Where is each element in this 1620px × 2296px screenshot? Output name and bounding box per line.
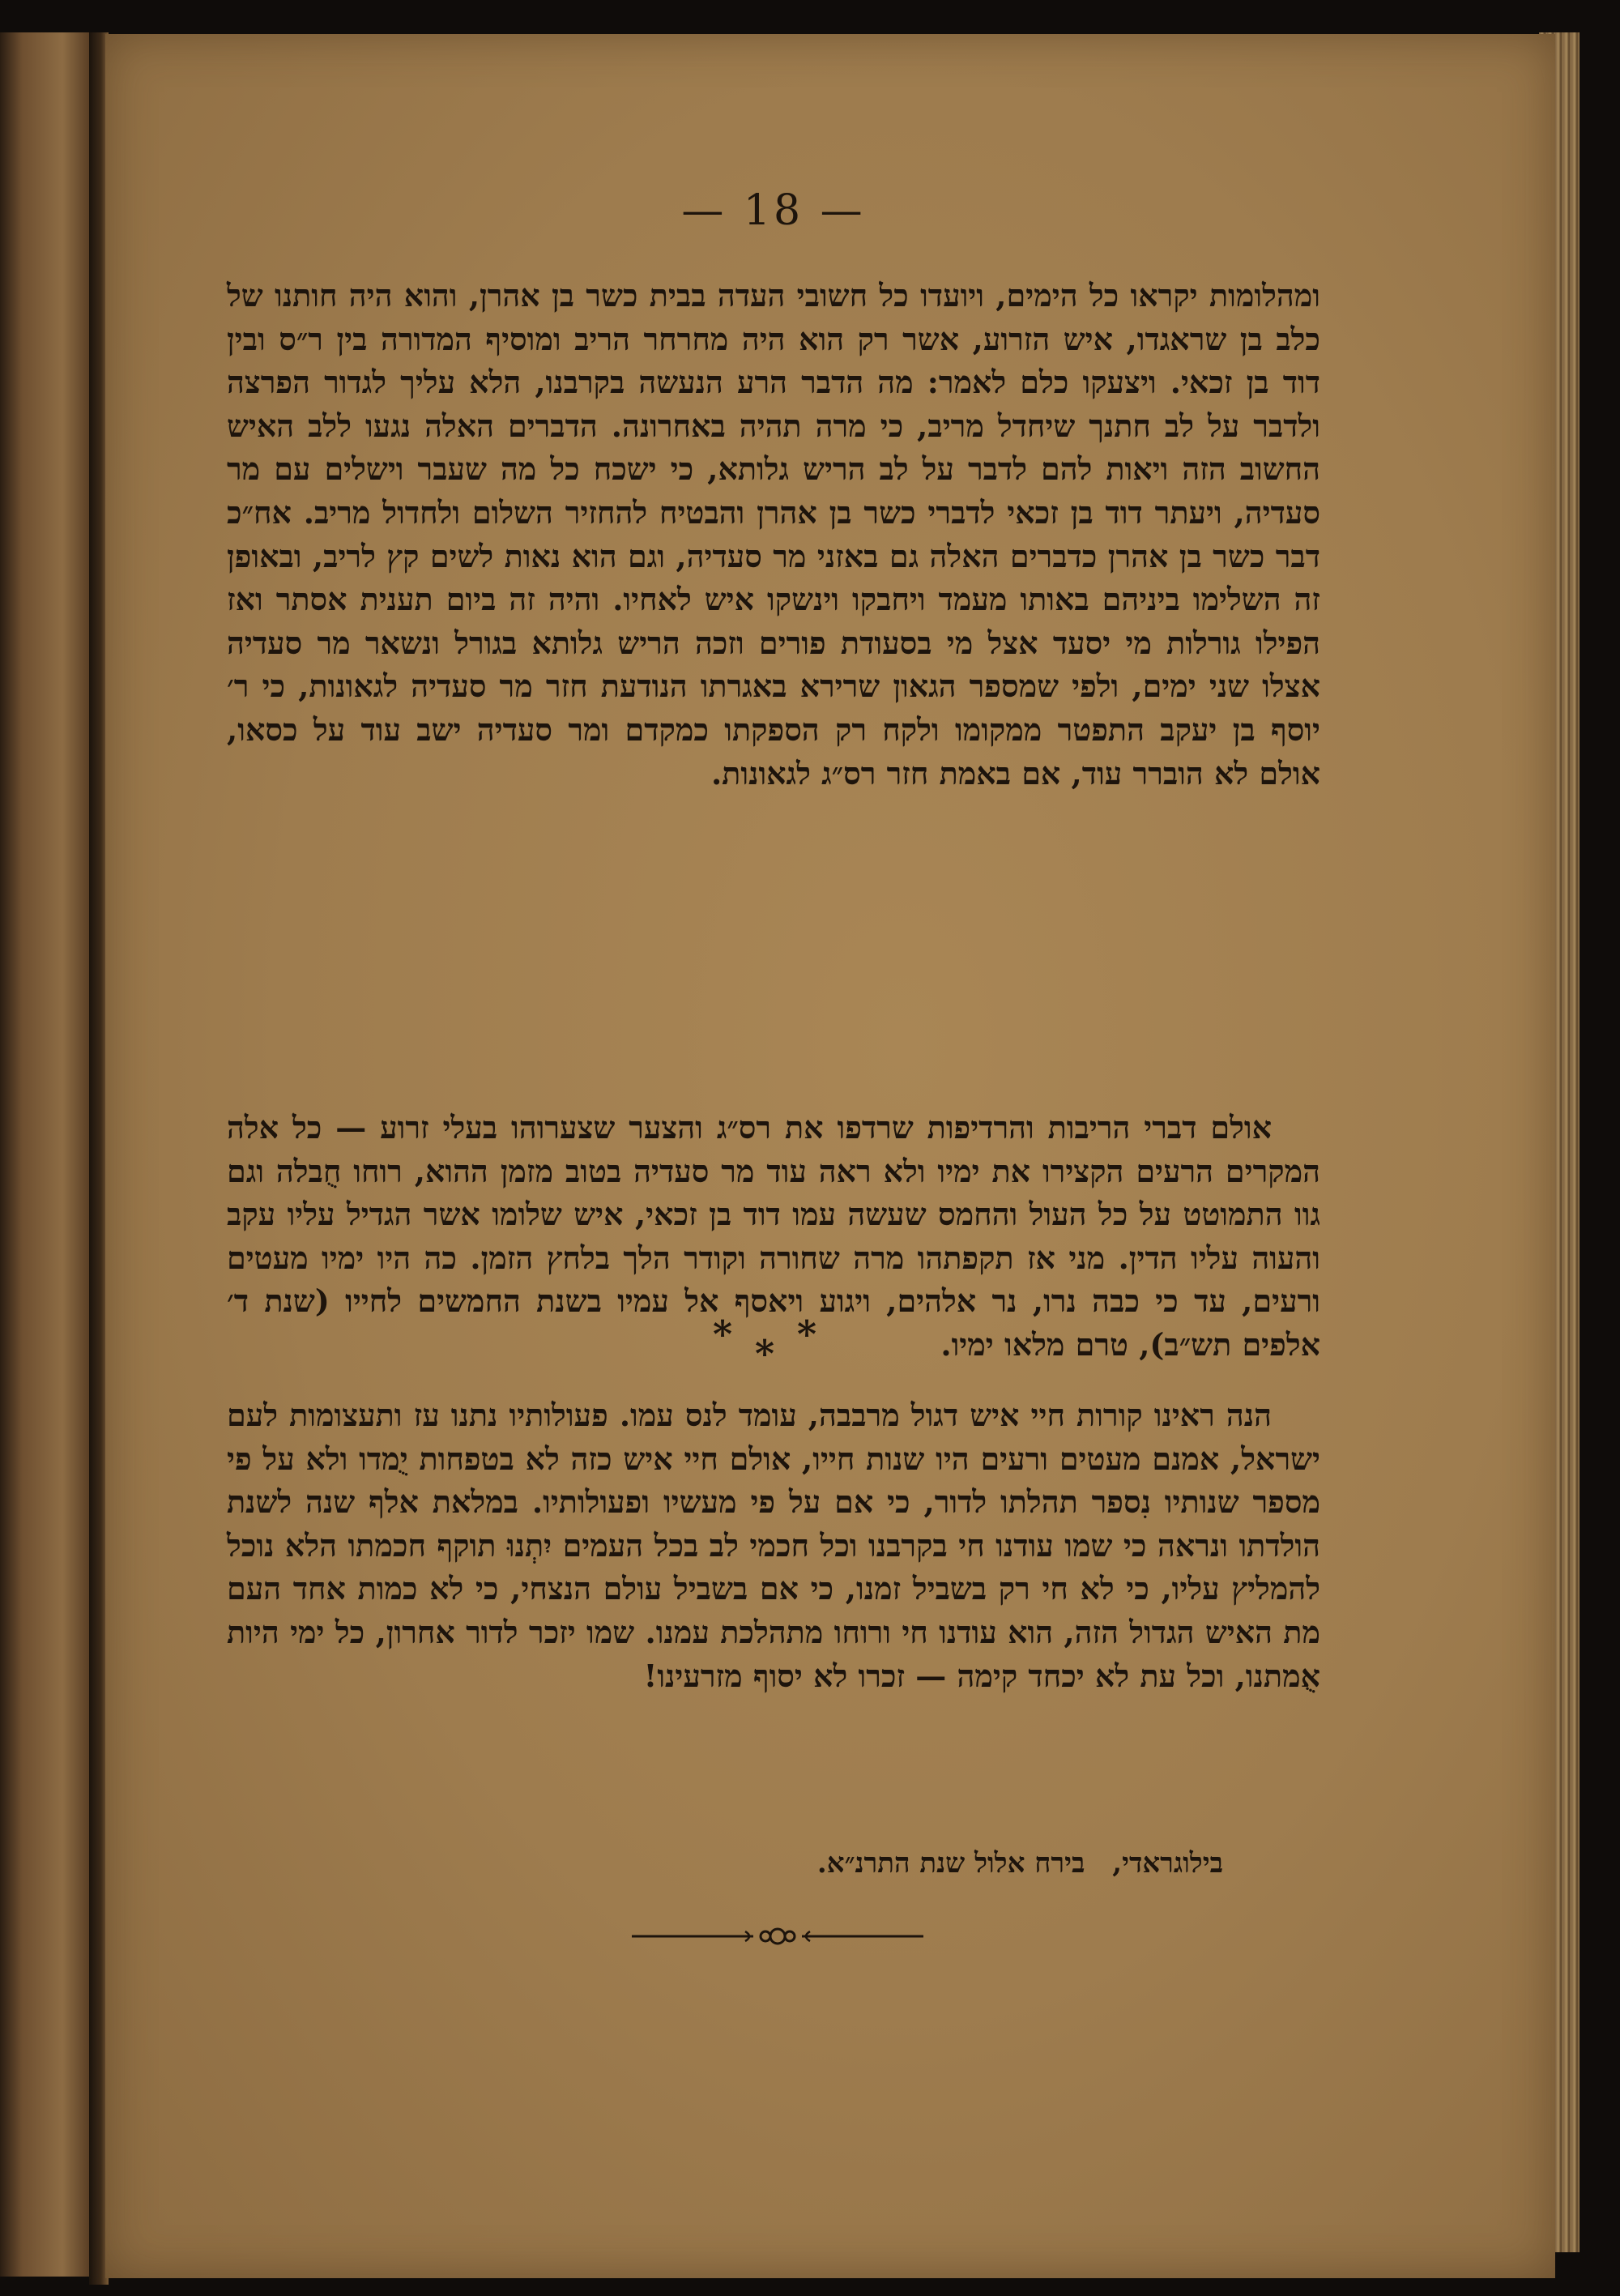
signature-line (817, 1847, 1223, 1880)
previous-page-edge (0, 32, 89, 2277)
signature-place: בילוגראדי, (1112, 1847, 1223, 1880)
section-separator (713, 1312, 842, 1377)
asterisk-3: * (797, 1312, 817, 1356)
paragraph-2: אולם דברי הריבות והרדיפות שרדפו את רס״ג והצער שצערוהו בעלי זרוע — כל אלה המקרים הרעים הקצירו את ימיו ולא ראה עוד מר סעדיה בטוב מזמן ההוא, רוחו חֻבלה וגם גוו התמוטט על כל העול והחמס שעשה עמו דוד בן זכאי, איש שלומו אשר הגדיל עליו עקב והעוה עליו הדין. מני אז תקפתהו מרה שחורה וקודר הלך בלחץ הזמן. כה היו ימיו מעטים ורעים, עד כי כבה נרו, נר אלהים, ויגוע ויאסף אל עמיו בשנת החמשים לחייו (שנת ד׳ אלפים תש״ב), טרם מלאו ימיו. (227, 1109, 1320, 1363)
asterisk-2: * (755, 1332, 775, 1376)
closing-ornament (632, 1920, 923, 1952)
paragraph-1: ומהלומות יקראו כל הימים, ויועדו כל חשובי העדה בבית כשר בן אהרן, והוא היה חותנו של כלב בן שראגדו, איש הזרוע, אשר רק הוא היה מחרחר הריב ומוסיף המדורה בין ר״ס ובין דוד בן זכאי. ויצעקו כלם לאמר: מה הדבר הרע הנעשה בקרבנו, הלא עליך לגדור הפרצה ולדבר על לב חתנך שיחדל מריב, כי מרה תהיה באחרונה. הדברים האלה נגעו ללב האיש החשוב הזה ויאות להם לדבר על לב הריש גלותא, כי ישכח כל מה שעבר וישלים עם מר סעדיה, ויעתר דוד בן זכאי לדברי כשר בן אהרן והבטיח להחזיר השלום ולחדול מריב. אח״כ דבר כשר בן אהרן כדברים האלה גם באזני מר סעדיה, וגם הוא נאות לשים קץ לריב, ובאופן זה השלימו ביניהם באותו מעמד ויחבקו וינשקו איש לאחיו. והיה זה ביום תענית אסתר ואז הפילו גורלות מי יסעד אצל מי בסעודת פורים וזכה הריש גלותא בגורל ונשאר מר סעדיה אצלו שני ימים, ולפי שמספר הגאון שרירא באגרתו הנודעת חזר מר סעדיה לגאונות, כי ר׳ יוסף בן יעקב התפטר ממקומו ולקח רק הספקתו כמקדם ומר סעדיה ישב עוד על כסאו, אולם לא הוברר עוד, אם באמת חזר רס״ג לגאונות. (227, 277, 1320, 792)
signature-date: בירח אלול שנת התרנ״א. (816, 1847, 1085, 1880)
paragraph-3: הנה ראינו קורות חיי איש דגול מרבבה, עומד לנס עמו. פעולותיו נתנו עז ותעצומות לעם ישראל, אמנם מעטים ורעים היו שנות חייו, אולם חיי איש כזה לא בטפחות יֻמדו ולא על פי מספר שנותיו נִספר תהלתו לדור, כי אם על פי מעשיו ופעולותיו. במלאת אלף שנה לשנת הולדתו ונראה כי שמו עודנו חי בקרבנו וכל חכמי לב בכל העמים יִתְנוּ תוקף חכמתו הלא נוכל להמליץ עליו, כי לא חי רק בשביל זמנו, כי אם בשביל עולם הנצחי, כי לא כמות אחד העם מת האיש הגדול הזה, הוא עודנו חי ורוחו מתהלכת עמנו. שמו יזכר לדור אחרון, כל ימי היות אֻמתנו, וכל עת לא יכחד קימה — זכרו לא יסוף מזרעינו! (227, 1397, 1320, 1694)
page-text-block (227, 162, 1320, 2187)
asterisk-1: * (713, 1312, 733, 1356)
page-number: — 18 — (681, 186, 866, 235)
